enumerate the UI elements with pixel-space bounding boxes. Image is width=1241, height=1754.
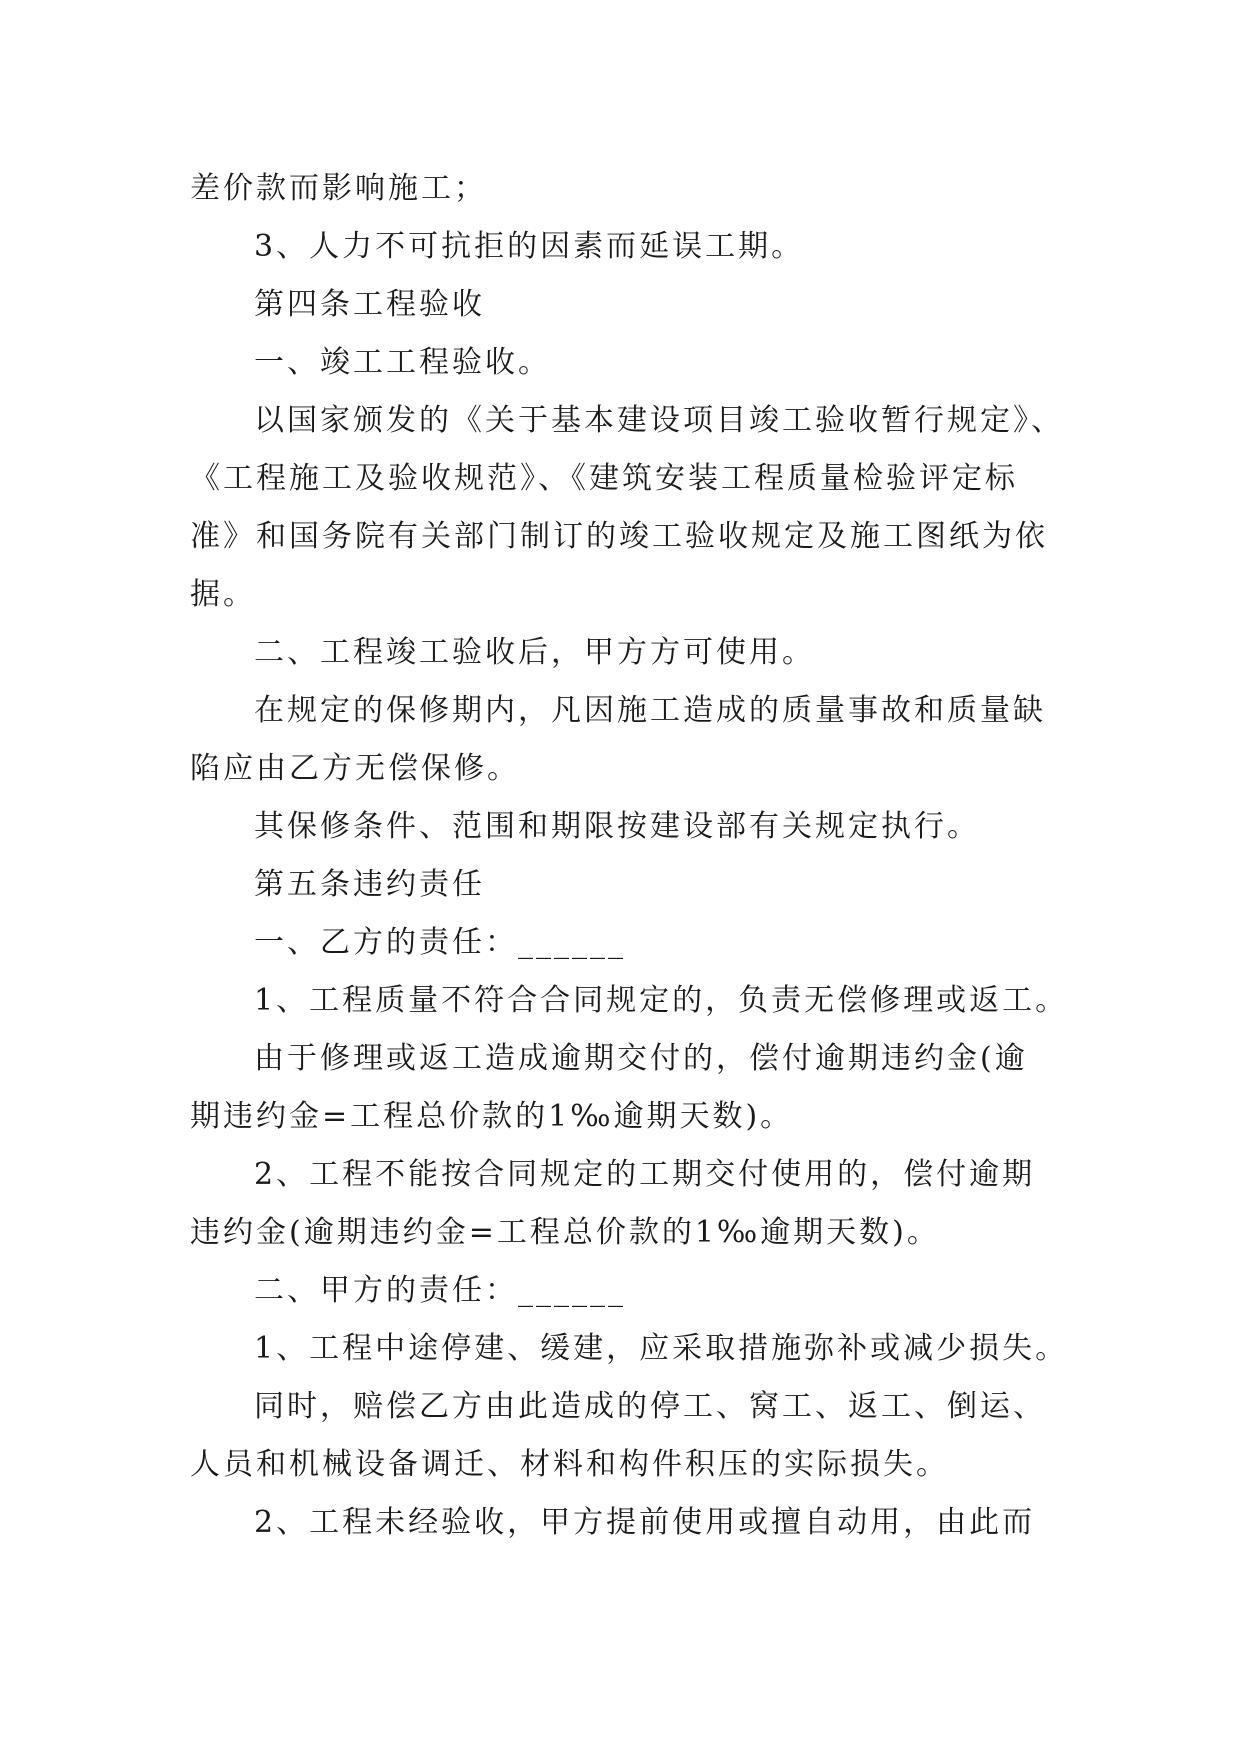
- text-line: 期违约金=工程总价款的1‰逾期天数)。: [190, 1099, 794, 1134]
- text-line: 二、工程竣工验收后，甲方方可使用。: [254, 635, 815, 670]
- text-line: 违约金(逾期违约金=工程总价款的1‰逾期天数)。: [190, 1215, 940, 1250]
- text-line: 人员和机械设备调迁、材料和构件积压的实际损失。: [190, 1447, 949, 1482]
- text-line: 陷应由乙方无偿保修。: [190, 751, 520, 786]
- text-line: 1、工程中途停建、缓建，应采取措施弥补或减少损失。: [254, 1331, 1069, 1366]
- text-line: 在规定的保修期内，凡因施工造成的质量事故和质量缺: [254, 693, 1046, 728]
- text-line: 《工程施工及验收规范》、《建筑安装工程质量检验评定标: [190, 461, 1018, 496]
- text-line: 一、竣工工程验收。: [254, 345, 551, 380]
- section-heading: 第五条违约责任: [254, 867, 485, 902]
- text-line: 其保修条件、范围和期限按建设部有关规定执行。: [254, 809, 980, 844]
- text-line: 准》和国务院有关部门制订的竣工验收规定及施工图纸为依: [190, 519, 1048, 554]
- text-line: 1、工程质量不符合合同规定的，负责无偿修理或返工。: [254, 983, 1069, 1018]
- section-heading: 第四条工程验收: [254, 287, 485, 322]
- text-line: 由于修理或返工造成逾期交付的，偿付逾期违约金(逾: [254, 1041, 1028, 1076]
- text-line: 一、乙方的责任：______: [254, 925, 626, 960]
- text-line: 以国家颁发的《关于基本建设项目竣工验收暂行规定》、: [254, 403, 1064, 438]
- document-body: [190, 160, 1070, 1552]
- text-line: 据。: [190, 577, 256, 612]
- text-line: 3、人力不可抗拒的因素而延误工期。: [254, 229, 805, 264]
- text-line: 2、工程不能按合同规定的工期交付使用的，偿付逾期: [254, 1157, 1036, 1192]
- text-line: 同时，赔偿乙方由此造成的停工、窝工、返工、倒运、: [254, 1389, 1046, 1424]
- text-line: 差价款而影响施工；: [190, 171, 487, 206]
- text-line: 2、工程未经验收，甲方提前使用或擅自动用，由此而: [254, 1505, 1036, 1540]
- text-line: 二、甲方的责任：______: [254, 1273, 626, 1308]
